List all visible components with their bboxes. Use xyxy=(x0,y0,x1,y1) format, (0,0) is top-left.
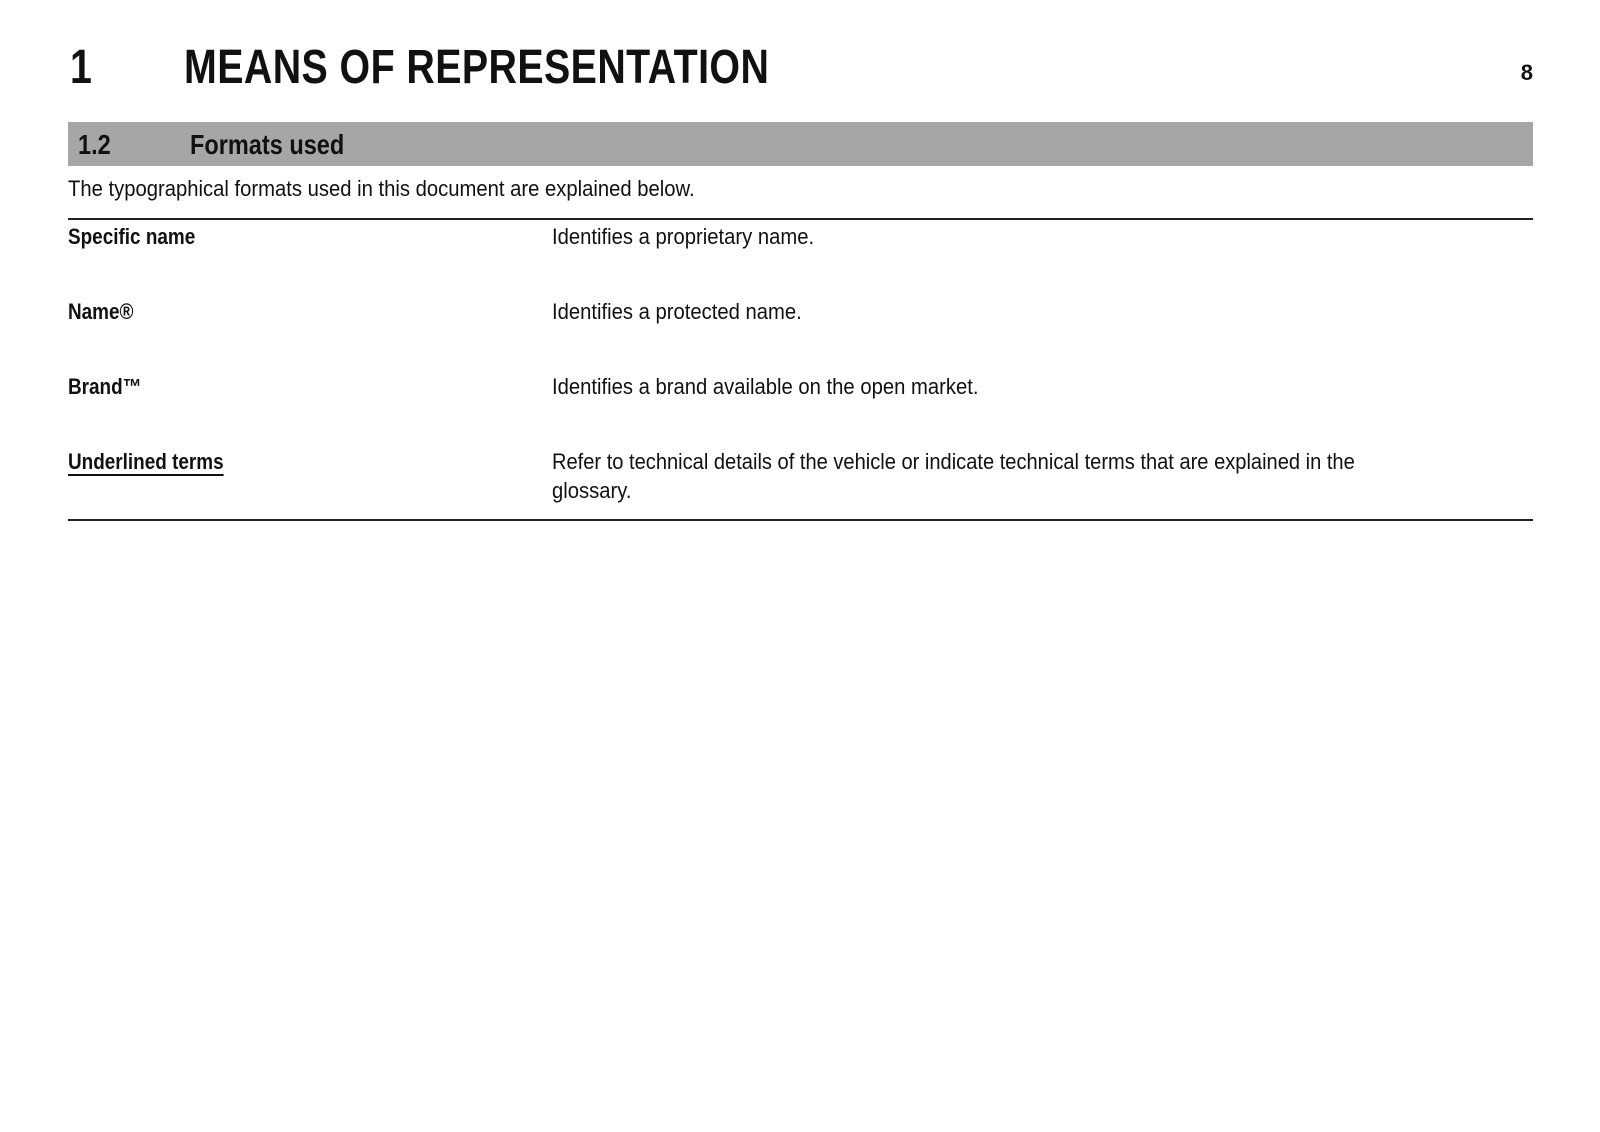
format-row-registered-name xyxy=(68,295,1533,370)
format-term: Specific name xyxy=(68,224,196,249)
format-row-underlined-terms xyxy=(68,445,1533,519)
format-row-brand xyxy=(68,370,1533,445)
format-term: Underlined terms xyxy=(68,449,224,474)
format-term: Brand™ xyxy=(68,374,142,399)
format-definition: Identifies a protected name. xyxy=(552,299,802,324)
chapter-title: MEANS OF REPRESENTATION xyxy=(184,41,770,94)
chapter-number: 1 xyxy=(70,41,92,94)
page-number: 8 xyxy=(1520,60,1533,85)
format-term: Name® xyxy=(68,299,134,324)
format-definition: Identifies a brand available on the open market. xyxy=(552,374,979,399)
formats-table xyxy=(68,218,1533,521)
format-definition: Identifies a proprietary name. xyxy=(552,224,815,249)
section-heading-bar xyxy=(68,122,1533,166)
chapter-header xyxy=(68,38,1533,98)
format-row-specific-name xyxy=(68,220,1533,295)
intro-paragraph: The typographical formats used in this document are explained below. xyxy=(68,176,695,201)
format-definition: Refer to technical details of the vehicle or indicate technical terms that are explained in the glossary. xyxy=(552,449,1355,503)
section-title: Formats used xyxy=(190,129,345,160)
section-number: 1.2 xyxy=(78,129,111,160)
